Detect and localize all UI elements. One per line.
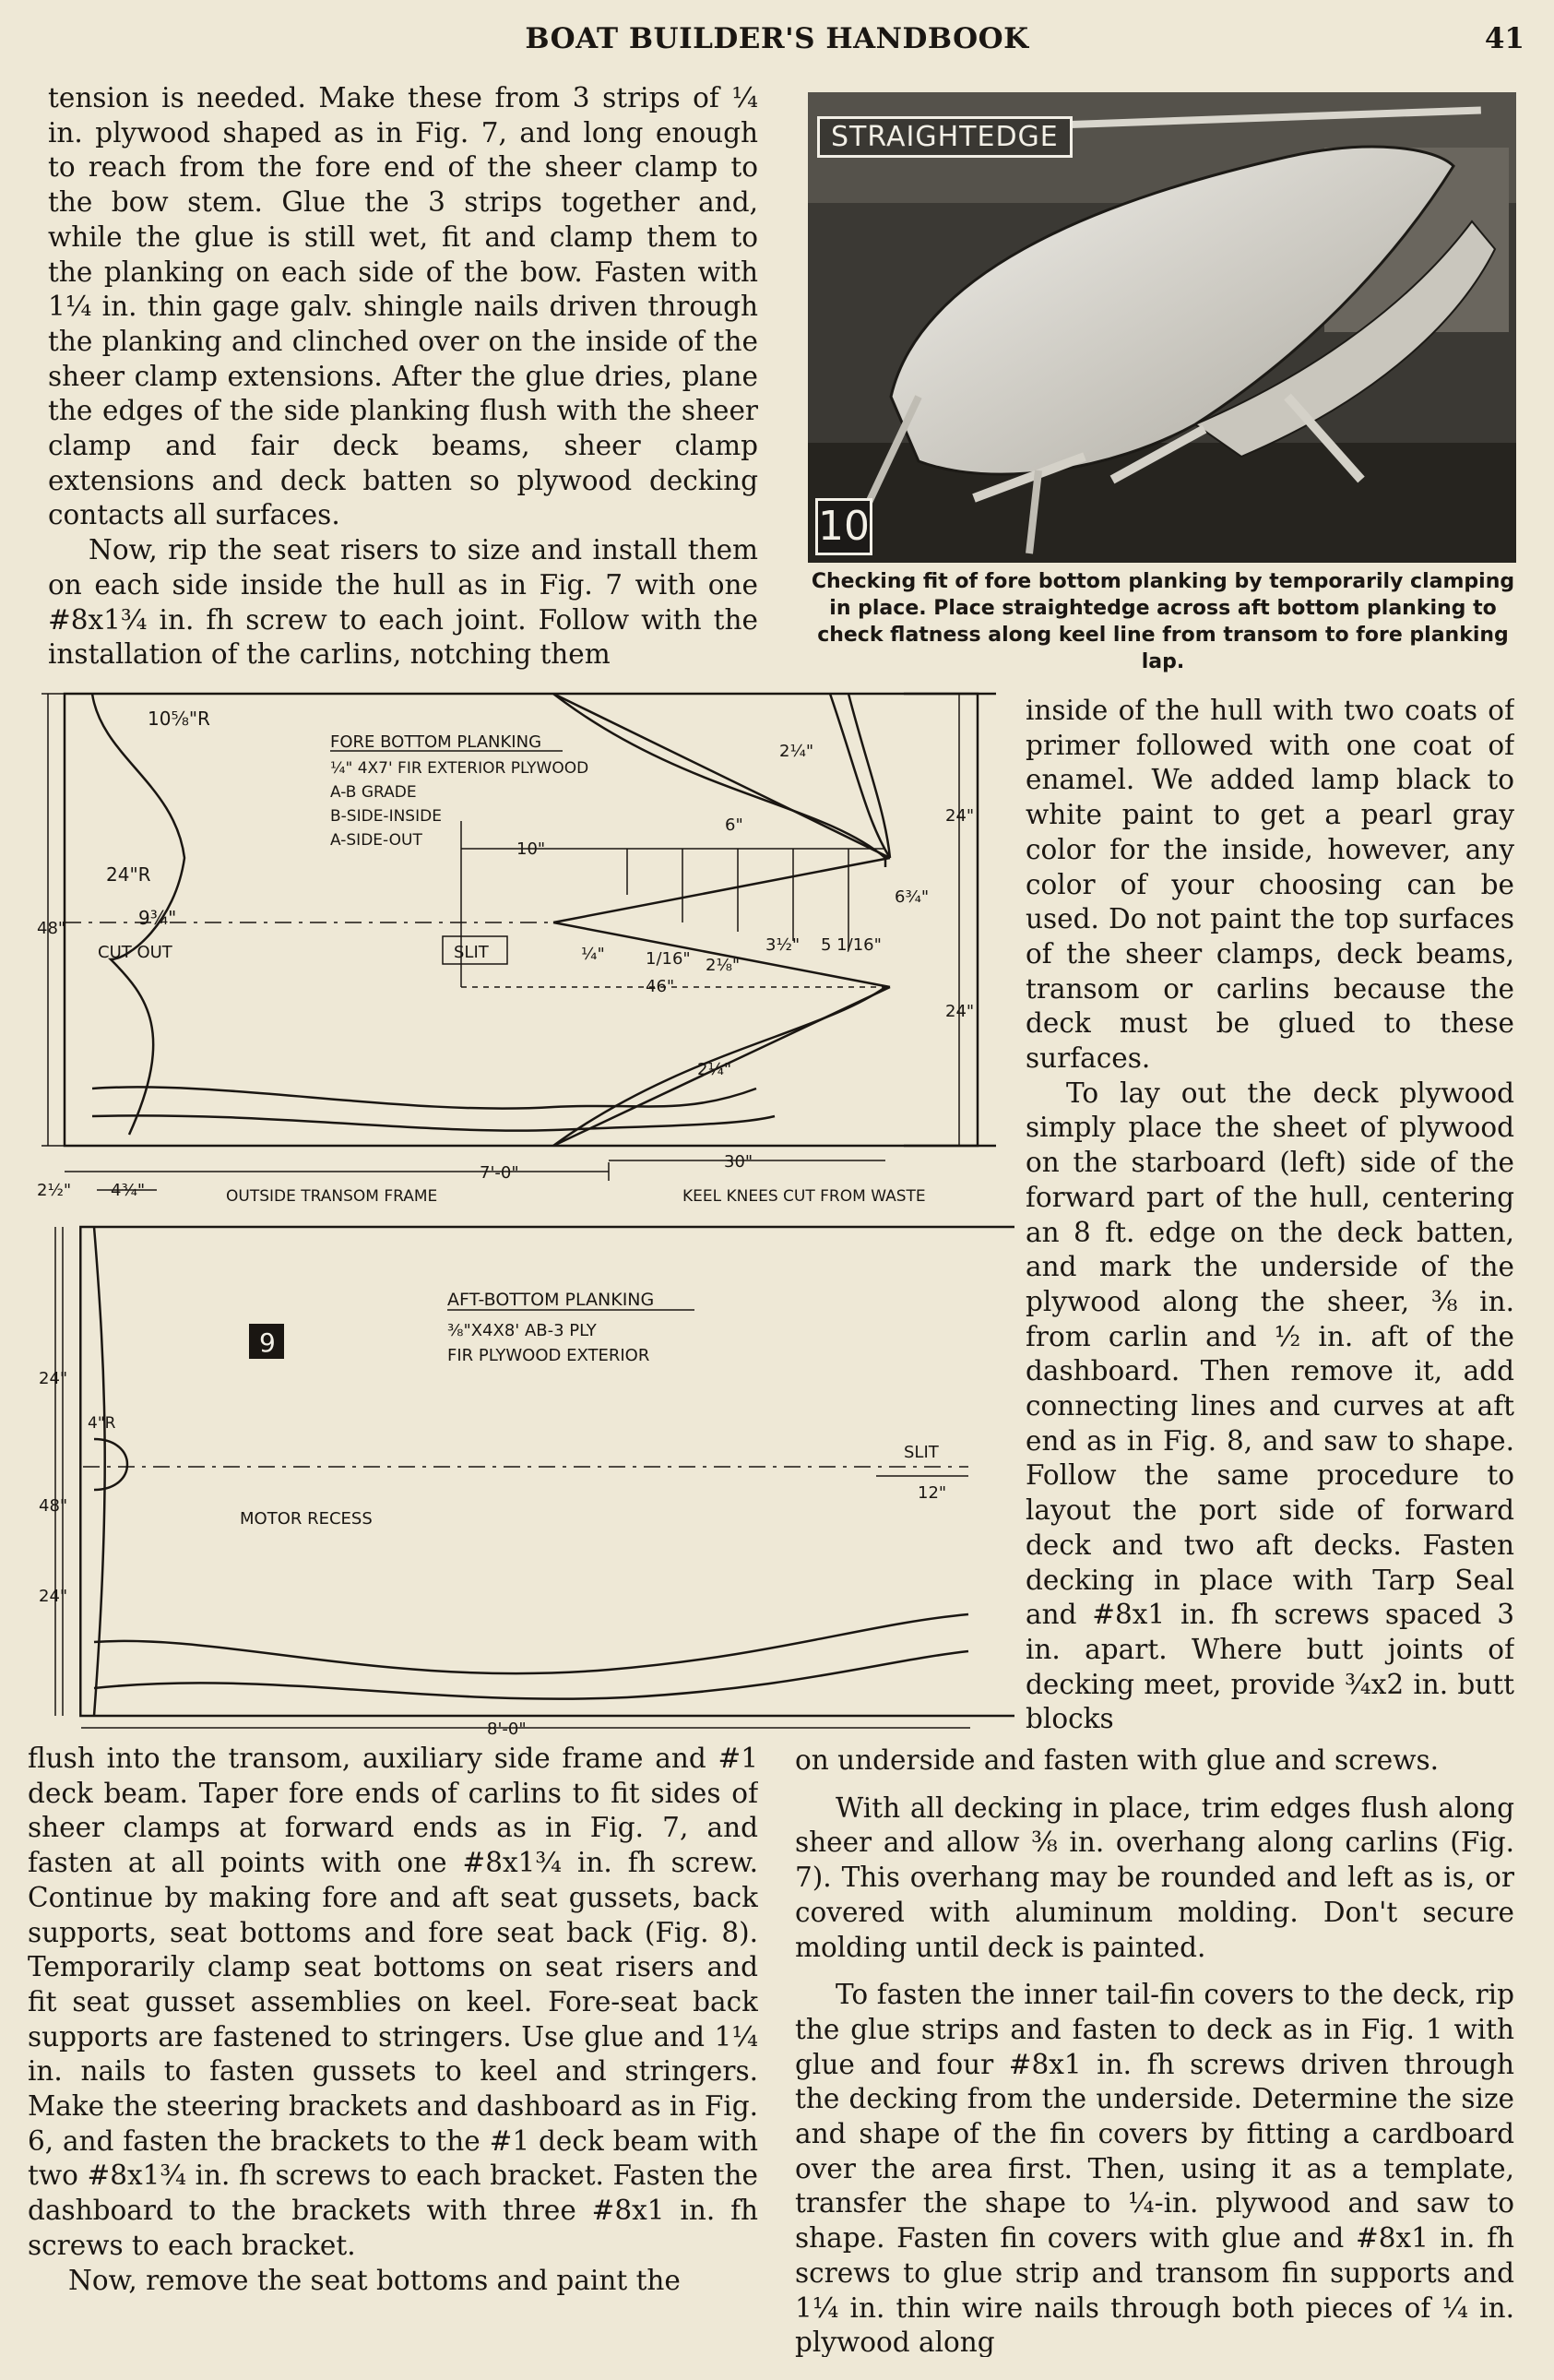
dim-2-1-4: 2¼" [779,742,814,761]
dim-10: 10" [516,839,546,859]
left-column-top [48,81,758,672]
aft-spec-exterior: FIR PLYWOOD EXTERIOR [447,1346,650,1365]
boat-hull-image [808,92,1516,563]
dim-1-16: 1/16" [646,949,691,969]
paragraph: With all decking in place, trim edges flush along sheer and allow ⅜ in. overhang along carlins (Fig. 7). This overhang may be rounded and left as is, or covered with aluminum molding. Don't secure molding until deck is painted. [795,1791,1514,1963]
outside-transom-frame-label: OUTSIDE TRANSOM FRAME [226,1187,438,1206]
photo-caption: Checking fit of fore bottom planking by temporarily clamping in place. Place straightedge across aft bottom planking to check flatness along keel line from transom to fore planking lap. [811,570,1515,673]
paragraph: Now, remove the seat bottoms and paint the [68,2264,681,2296]
dim-9-3-4: 9¾" [138,907,177,929]
dim-5-1-16: 5 1/16" [821,935,882,955]
dim-48-aft: 48" [39,1496,68,1516]
dim-24-lower: 24" [39,1587,68,1606]
dim-24-bottom: 24" [945,1002,975,1021]
dim-2-1-2: 2½" [37,1181,72,1200]
paragraph: To fasten the inner tail-fin covers to the deck, rip the glue strips and fasten to deck as in Fig. 1 with glue and four #8x1 in. fh screws driven through the decking from the underside. Determine the size and shape of the fin covers by fitting a cardboard over the area first. Then, using it as a template, transfer the shape to ¼-in. plywood and saw to shape. Fasten fin covers with glue and #8x1 in. fh screws to glue strip and transom fin supports and 1¼ in. thin wire nails through both pieces of ¼ in. plywood along [795,1979,1514,2357]
dim-4-3-4: 4¾" [111,1181,146,1200]
running-title: BOAT BUILDER'S HANDBOOK [525,22,1029,55]
paragraph: tension is needed. Make these from 3 strips of ¼ in. plywood shaped as in Fig. 7, and long enough to reach from the fore end of the sheer clamp to the bow stem. Glue the 3 strips together and, while the glue is still wet, fit and clamp them to the planking on each side of the bow. Fasten with 1¼ in. thin gage galv. shingle nails driven through the planking and clinched over on the inside of the sheer clamp extensions. After the glue dries, plane the edges of the side planking flush with the sheer clamp and fair deck beams, sheer clamp extensions and deck batten so plywood decking contacts all surfaces. [48,82,758,531]
dim-6: 6" [725,815,743,835]
dim-10-5-8-radius: 10⅝"R [148,708,210,730]
fore-curve-top [553,694,885,867]
slit-label-aft: SLIT [904,1443,939,1462]
motor-recess-curve [94,1439,127,1490]
dim-1-4: ¼" [581,945,605,964]
page-number: 41 [1484,22,1524,55]
left-column-bottom [28,1742,758,2350]
fore-bottom-planking-title: FORE BOTTOM PLANKING [330,732,542,752]
fore-spec-inside: B-SIDE-INSIDE [330,807,442,826]
right-column-top [1026,694,1514,1745]
dim-8-0: 8'-0" [487,1720,527,1739]
figure-number-10: 10 [815,498,872,555]
dim-24-top: 24" [945,806,975,826]
slit-label: SLIT [454,943,489,962]
dim-46: 46" [646,977,675,996]
dim-3-1-2: 3½" [765,935,801,955]
paragraph: inside of the hull with two coats of primer followed with one coat of enamel. We added lamp black to white paint to get a pearl gray color for the inside, however, any color of your choosing can be used. Do not paint the top surfaces of the sheer clamps, deck beams, transom or carlins because the deck must be glued to these surfaces. [1026,695,1514,1075]
aft-spec-plywood: ⅜"X4X8' AB-3 PLY [447,1321,597,1340]
dim-7-0: 7'-0" [480,1163,519,1183]
paragraph: Now, rip the seat risers to size and install them on each side inside the hull as in Fig. 7 with one #8x1¾ in. fh screw to each joint. Follow with the installation of the carlins, notching them [48,534,758,671]
dim-24-radius: 24"R [106,863,151,886]
right-column-bottom [795,1743,1514,2357]
cutout-label: CUT OUT [98,943,172,962]
dim-4-radius: 4"R [88,1414,116,1433]
paragraph: on underside and fasten with glue and screws. [795,1744,1439,1776]
figure-number-9: 9 [259,1327,276,1358]
fore-spec-grade: A-B GRADE [330,783,417,802]
aft-bottom-planking-title: AFT-BOTTOM PLANKING [447,1290,655,1310]
dim-2-1-8: 2⅛" [706,956,741,975]
dim-48: 48" [37,919,66,938]
paragraph: flush into the transom, auxiliary side frame and #1 deck beam. Taper fore ends of carlins to fit sides of sheer clamps at forward ends as in Fig. 7, and fasten at all points with one #8x1¾ in. fh screw. Continue by making fore and aft seat gussets, back supports, seat bottoms and fore seat back (Fig. 8). Temporarily clamp seat bottoms on seat risers and fit seat gusset assemblies on keel. Fore-seat back supports are fastened to stringers. Use glue and 1¼ in. nails to fasten gussets to keel and stringers. Make the steering brackets and dashboard as in Fig. 6, and fasten the brackets to the #1 deck beam with two #8x1¾ in. fh screws to each bracket. Fasten the dashboard to the brackets with three #8x1 in. fh screws to each bracket. [28,1743,758,2261]
dim-24-upper: 24" [39,1369,68,1388]
keel-knees-label: KEEL KNEES CUT FROM WASTE [682,1187,926,1206]
boat-photo [808,92,1516,563]
dim-12: 12" [918,1483,947,1503]
aft-bottom-planking-diagram [37,1190,1014,1743]
dim-30: 30" [724,1152,753,1172]
paragraph: To lay out the deck plywood simply place the sheet of plywood on the starboard (left) side of the forward part of the hull, centering an 8 ft. edge on the deck batten, and mark the underside of the plywood along the sheer, ⅜ in. from carlin and ½ in. aft of the dashboard. Then remove it, add connecting lines and curves at aft end as in Fig. 8, and saw to shape. Follow the same procedure to layout the port side of forward deck and two aft decks. Fasten decking in place with Tarp Seal and #8x1 in. fh screws spaced 3 in. apart. Where butt joints of decking meet, provide ¾x2 in. butt blocks [1026,1077,1514,1735]
motor-recess-label: MOTOR RECESS [240,1509,373,1529]
straightedge-label: STRAIGHTEDGE [817,116,1073,158]
page-header [0,18,1554,70]
fore-spec-plywood: ¼" 4X7' FIR EXTERIOR PLYWOOD [330,759,589,778]
fore-spec-outside: A-SIDE-OUT [330,831,422,850]
dim-2-1-4-lower: 2¼" [697,1060,732,1079]
dim-6-3-4: 6¾" [895,887,930,907]
fore-bottom-planking-diagram [37,683,1005,1208]
